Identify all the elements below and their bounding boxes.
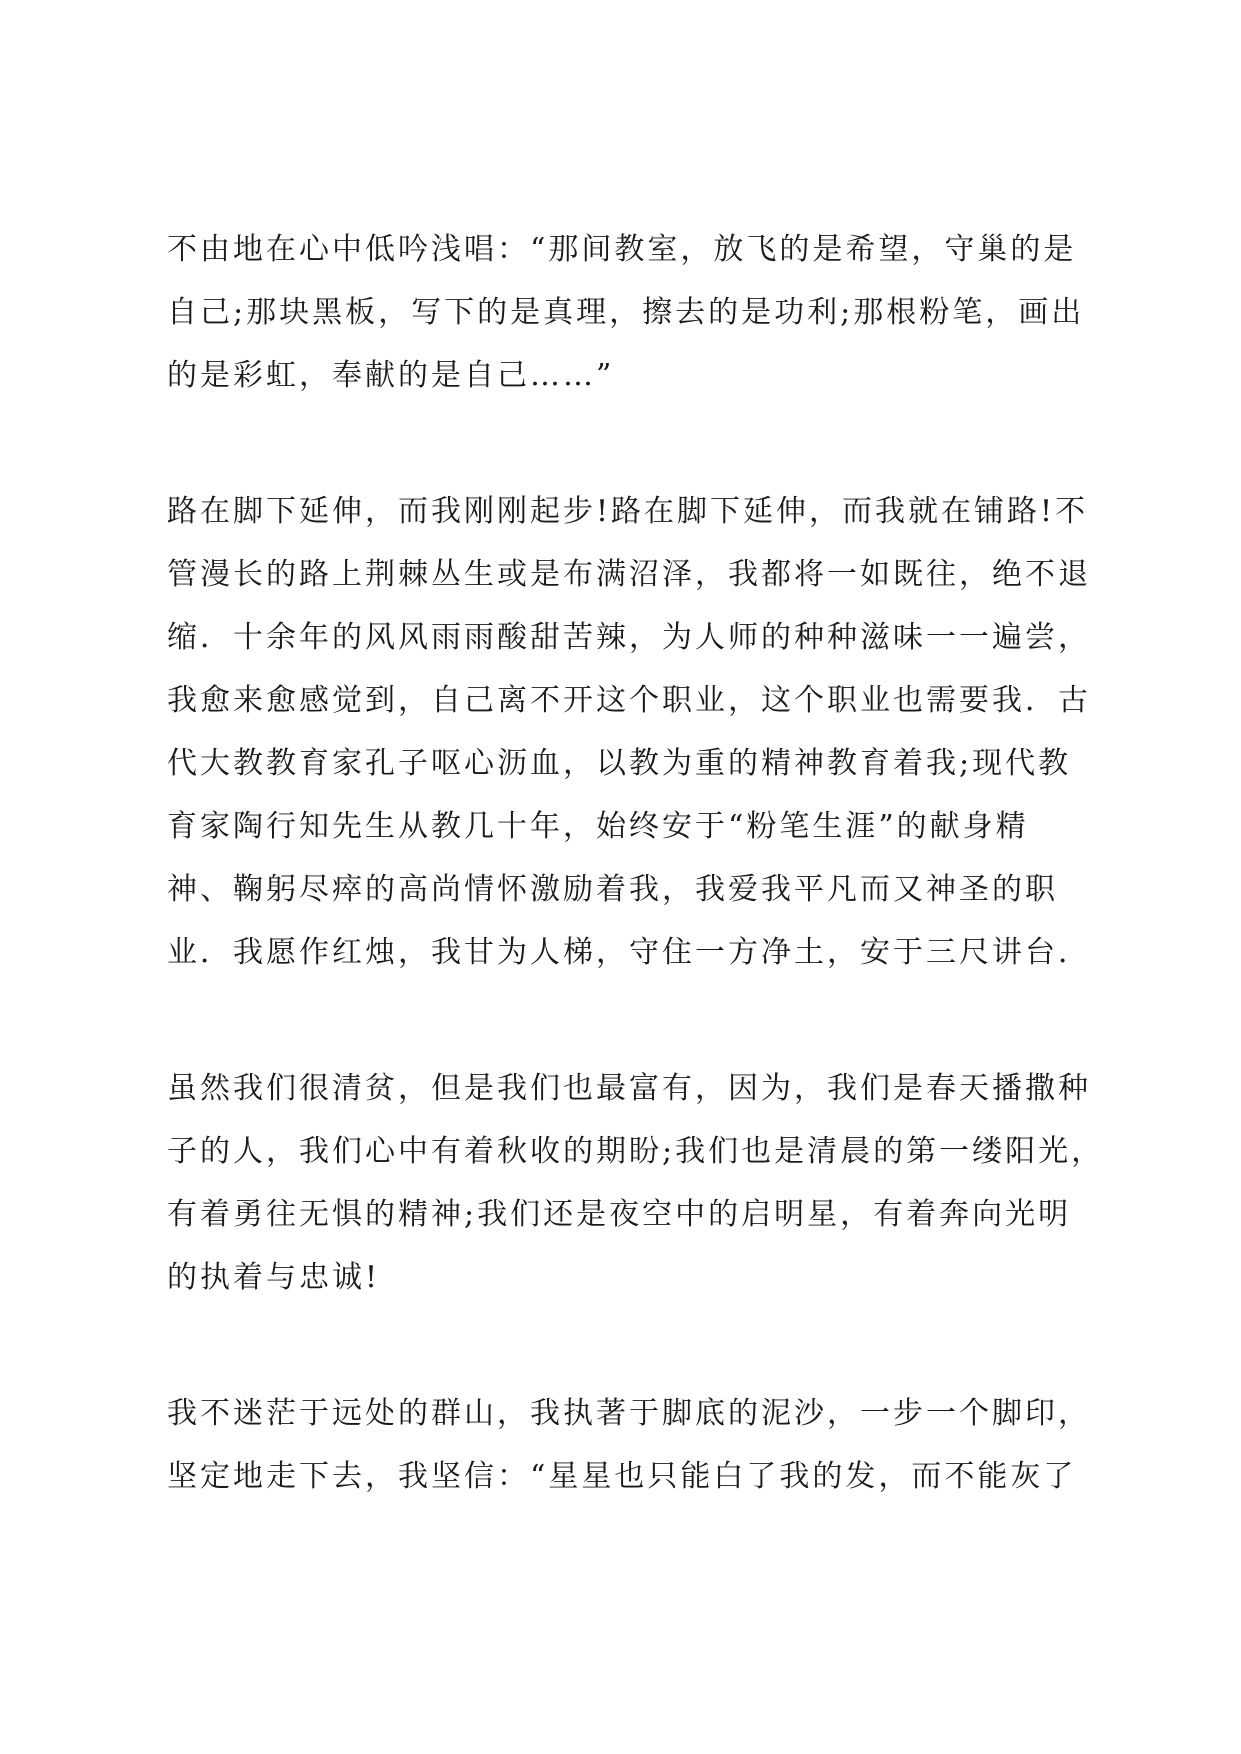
paragraph-3-line-1: 虽然我们很清贫，但是我们也最富有，因为，我们是春天播撒种 — [167, 1071, 1091, 1106]
paragraph-2-line-5: 代大教教育家孔子呕心沥血，以教为重的精神教育着我;现代教 — [167, 746, 1072, 781]
paragraph-2-line-1: 路在脚下延伸，而我刚刚起步!路在脚下延伸，而我就在铺路!不 — [167, 494, 1089, 529]
paragraph-2-line-7: 神、鞠躬尽瘁的高尚情怀激励着我，我爱我平凡而又神圣的职 — [167, 872, 1058, 907]
paragraph-2-line-4: 我愈来愈感觉到，自己离不开这个职业，这个职业也需要我．古 — [167, 683, 1091, 718]
paragraph-1-line-1: 不由地在心中低吟浅唱：“那间教室，放飞的是希望，守巢的是 — [167, 232, 1077, 267]
paragraph-2-line-3: 缩．十余年的风风雨雨酸甜苦辣，为人师的种种滋味一一遍尝， — [167, 620, 1091, 655]
paragraph-3-line-3: 有着勇往无惧的精神;我们还是夜空中的启明星，有着奔向光明 — [167, 1197, 1072, 1232]
paragraph-1-line-2: 自己;那块黑板，写下的是真理，擦去的是功利;那根粉笔，画出 — [167, 295, 1085, 330]
paragraph-1-line-3: 的是彩虹，奉献的是自己……” — [167, 358, 615, 393]
paragraph-4-line-1: 我不迷茫于远处的群山，我执著于脚底的泥沙，一步一个脚印， — [167, 1396, 1091, 1431]
paragraph-4-line-2: 坚定地走下去，我坚信：“星星也只能白了我的发，而不能灰了 — [167, 1459, 1077, 1494]
paragraph-2-line-6: 育家陶行知先生从教几十年，始终安于“粉笔生涯”的献身精 — [167, 809, 1029, 844]
paragraph-2-line-8: 业．我愿作红烛，我甘为人梯，守住一方净土，安于三尺讲台． — [167, 935, 1091, 970]
paragraph-2-line-2: 管漫长的路上荆棘丛生或是布满沼泽，我都将一如既往，绝不退 — [167, 557, 1091, 592]
paragraph-3-line-4: 的执着与忠诚! — [167, 1260, 381, 1295]
paragraph-3-line-2: 子的人，我们心中有着秋收的期盼;我们也是清晨的第一缕阳光， — [167, 1134, 1105, 1169]
